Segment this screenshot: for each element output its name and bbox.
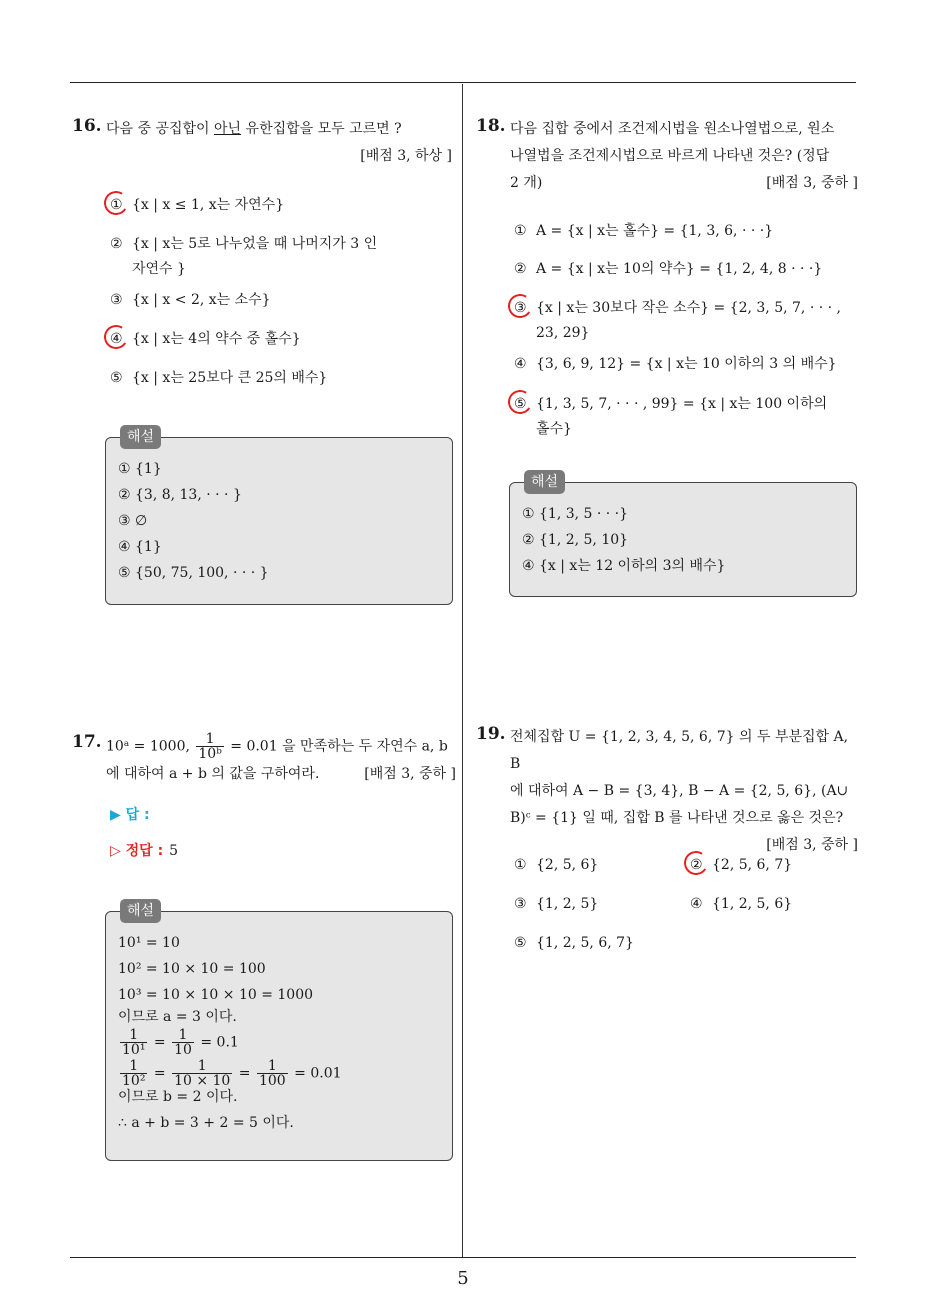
choice-1[interactable]: ① {2, 5, 6} xyxy=(514,857,599,873)
bottom-rule xyxy=(70,1257,856,1258)
question-number: 18. xyxy=(476,116,506,136)
solution-line: 10¹ = 10 xyxy=(118,935,180,951)
solution-line: ∴ a + b = 3 + 2 = 5 이다. xyxy=(118,1115,294,1131)
answer-mark xyxy=(506,388,534,416)
page-number: 5 xyxy=(457,1268,469,1289)
answer-mark xyxy=(102,189,130,217)
solution-line: $\frac{1}{\text{10²}}$ = $\frac{1}{10 \times 10}$ = $\frac{1}{100}$ = 0.01 xyxy=(122,1058,342,1089)
solution-box xyxy=(509,474,857,597)
choice-5[interactable]: ⑤ {x | x는 25보다 큰 25의 배수} xyxy=(110,370,328,386)
question-19 xyxy=(476,724,858,859)
solution-line: ② {3, 8, 13, · · · } xyxy=(118,487,242,503)
answer-mark xyxy=(506,292,534,320)
solution-line: ① {1} xyxy=(118,461,162,477)
solution-box xyxy=(105,903,453,1161)
question-text: 다음 집합 중에서 조건제시법을 원소나열법으로, 원소 나열법을 조건제시법으로 바르게 나타낸 것은? (정답 2 개) [배점 3, 중하 ] xyxy=(510,116,858,197)
solution-line: ④ {x | x는 12 이하의 3의 배수} xyxy=(522,558,726,574)
choice-1[interactable]: ① A = {x | x는 홀수} = {1, 3, 6, · · ·} xyxy=(514,223,774,239)
question-number: 19. xyxy=(476,724,506,744)
solution-line: 10² = 10 × 10 = 100 xyxy=(118,961,266,977)
top-rule xyxy=(70,82,856,83)
solution-line: ① {1, 3, 5 · · ·} xyxy=(522,506,629,522)
choice-5[interactable]: ⑤ {1, 3, 5, 7, · · · , 99} = {x | x는 100 이하의 홀수} xyxy=(514,392,827,442)
question-text: 10ᵃ = 1000, $\frac{1}{\text{10ᵇ}}$ = 0.01 을 만족하는 두 자연수 a, b xyxy=(106,731,448,762)
question-text-line2: 에 대하여 a + b 의 값을 구하여라. [배점 3, 중하 ] xyxy=(106,761,456,788)
column-divider xyxy=(462,84,463,1258)
solution-line: $\frac{1}{\text{10¹}}$ = $\frac{1}{10}$ = 0.1 xyxy=(122,1027,239,1058)
question-17 xyxy=(72,732,456,788)
solution-box xyxy=(105,429,453,605)
choice-1[interactable]: ① {x | x ≤ 1, x는 자연수} xyxy=(110,193,284,218)
choice-4[interactable]: ④ {3, 6, 9, 12} = {x | x는 10 이하의 3 의 배수} xyxy=(514,356,837,372)
solution-line: ④ {1} xyxy=(118,539,162,555)
choice-5[interactable]: ⑤ {1, 2, 5, 6, 7} xyxy=(514,935,634,951)
solution-line: ⑤ {50, 75, 100, · · · } xyxy=(118,565,269,581)
question-text: 다음 중 공집합이 아닌 유한집합을 모두 고르면 ? xyxy=(106,121,402,137)
solution-line: ② {1, 2, 5, 10} xyxy=(522,532,629,548)
choice-4[interactable]: ④ {x | x는 4의 약수 중 홀수} xyxy=(110,327,301,352)
choice-3[interactable]: ③ {x | x는 30보다 작은 소수} = {2, 3, 5, 7, · · · , 23, 29} xyxy=(514,296,841,346)
choice-2[interactable]: ② {x | x는 5로 나누었을 때 나머지가 3 인 자연수 } xyxy=(110,236,378,277)
solution-tag: 해설 xyxy=(120,899,161,923)
solution-tag: 해설 xyxy=(120,425,161,449)
question-16 xyxy=(72,116,452,170)
choice-3[interactable]: ③ {1, 2, 5} xyxy=(514,896,599,912)
choice-4[interactable]: ④ {1, 2, 5, 6} xyxy=(690,896,793,912)
score: [배점 3, 중하 ] xyxy=(766,175,858,191)
score: [배점 3, 중하 ] xyxy=(766,837,858,853)
score: [배점 3, 하상 ] xyxy=(360,148,452,164)
fraction: $\frac{1}{\text{10ᵇ}}$ xyxy=(198,731,222,762)
answer-label: ▶ 답 : xyxy=(110,807,150,823)
answer-mark xyxy=(102,323,130,351)
choice-3[interactable]: ③ {x | x < 2, x는 소수} xyxy=(110,292,271,308)
solution-line: 이므로 b = 2 이다. xyxy=(118,1089,238,1105)
question-number: 17. xyxy=(72,732,102,752)
solution-line: ③ ∅ xyxy=(118,513,148,529)
question-number: 16. xyxy=(72,116,102,136)
solution-tag: 해설 xyxy=(524,470,565,494)
solution-line: 이므로 a = 3 이다. xyxy=(118,1009,237,1025)
choice-2[interactable]: ② {2, 5, 6, 7} xyxy=(690,853,792,878)
score: [배점 3, 중하 ] xyxy=(364,766,456,782)
choice-2[interactable]: ② A = {x | x는 10의 약수} = {1, 2, 4, 8 · · ·} xyxy=(514,261,823,277)
correct-answer: ▷ 정답 : 5 xyxy=(110,843,179,859)
solution-line: 10³ = 10 × 10 × 10 = 1000 xyxy=(118,987,314,1003)
question-text: 전체집합 U = {1, 2, 3, 4, 5, 6, 7} 의 두 부분집합 A, B 에 대하여 A − B = {3, 4}, B − A = {2, 5, 6}, (A∪ B)ᶜ = {1} 일 때, 집합 B 를 나타낸 것으로 옳은 것은? xyxy=(510,729,849,826)
question-18 xyxy=(476,116,858,197)
